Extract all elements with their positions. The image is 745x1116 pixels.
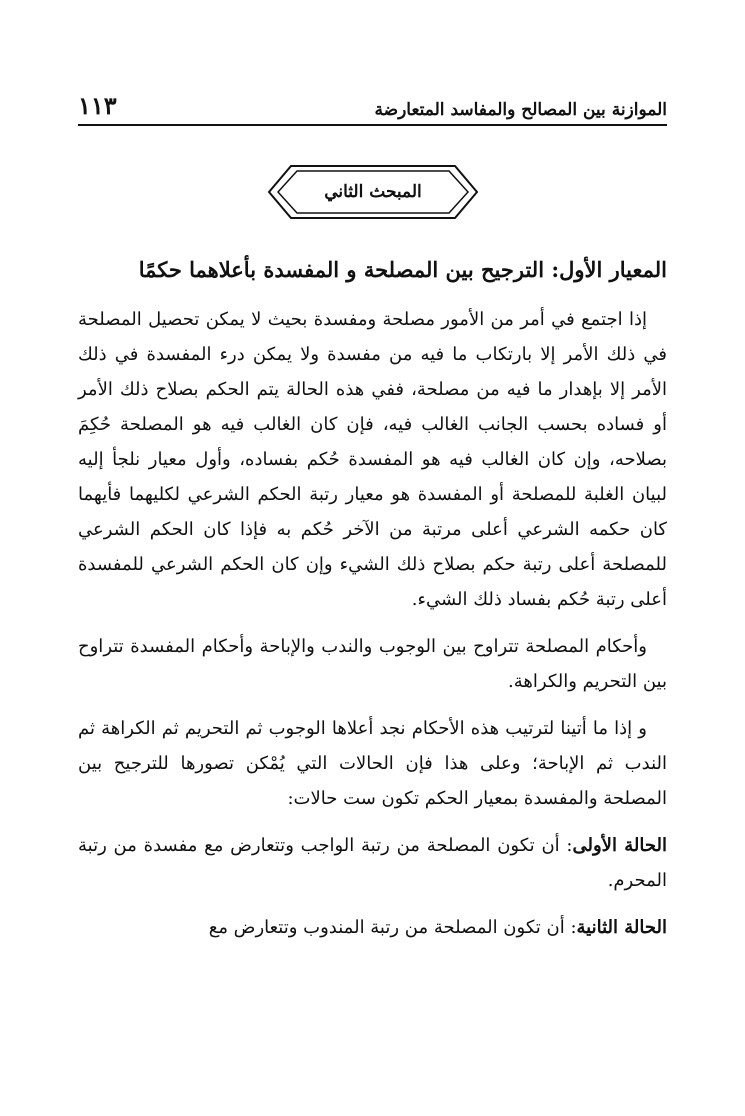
- page-header: [78, 80, 667, 126]
- running-title: الموازنة بين المصالح والمفاسد المتعارضة: [374, 100, 667, 120]
- case-text: : أن تكون المصلحة من رتبة المندوب وتتعارض مع: [208, 917, 577, 938]
- case-paragraph: [78, 828, 667, 898]
- case-label: الحالة الأولى: [572, 835, 667, 856]
- case-paragraph: [78, 910, 667, 945]
- paragraph: إذا اجتمع في أمر من الأمور مصلحة ومفسدة بحيث لا يمكن تحصيل المصلحة في ذلك الأمر إلا بارتكاب ما فيه من مفسدة ولا يمكن درء المفسدة في ذلك الأمر إلا بإهدار ما فيه من مصلحة، ففي هذه الحالة يتم الحكم بصلاح ذلك الأمر أو فساده بحسب الجانب الغالب فيه، فإن كان الغالب فيه هو المصلحة حُكِمَ بصلاحه، وإن كان الغالب فيه هو المفسدة حُكم بفساده، وأول معيار نلجأ إليه لبيان الغلبة للمصلحة أو المفسدة هو معيار رتبة الحكم الشرعي لكليهما فأيهما كان حكمه الشرعي أعلى مرتبة من الآخر حُكم به فإذا كان الحكم الشرعي للمصلحة أعلى رتبة حكم بصلاح ذلك الشيء وإن كان الحكم الشرعي للمفسدة أعلى رتبة حُكم بفساد ذلك الشيء.: [78, 309, 667, 610]
- paragraph: و إذا ما أتينا لترتيب هذه الأحكام نجد أعلاها الوجوب ثم التحريم ثم الكراهة ثم الندب ثم الإباحة؛ وعلى هذا فإن الحالات التي يُمْكن تصورها للترجيح بين المصلحة والمفسدة بمعيار الحكم تكون ست حالات:: [78, 718, 667, 809]
- criterion-heading: المعيار الأول: الترجيح بين المصلحة و المفسدة بأعلاهما حكمًا: [138, 257, 667, 282]
- paragraph: وأحكام المصلحة تتراوح بين الوجوب والندب والإباحة وأحكام المفسدة تتراوح بين التحريم والكراهة.: [78, 636, 667, 692]
- section-title-frame: [265, 162, 481, 222]
- case-text: : أن تكون المصلحة من رتبة الواجب وتتعارض مع مفسدة من رتبة المحرم.: [78, 835, 667, 891]
- page-number: ١١٣: [78, 91, 117, 120]
- case-label: الحالة الثانية: [576, 917, 667, 938]
- body-text: [78, 302, 667, 957]
- section-title: المبحث الثاني: [324, 182, 422, 202]
